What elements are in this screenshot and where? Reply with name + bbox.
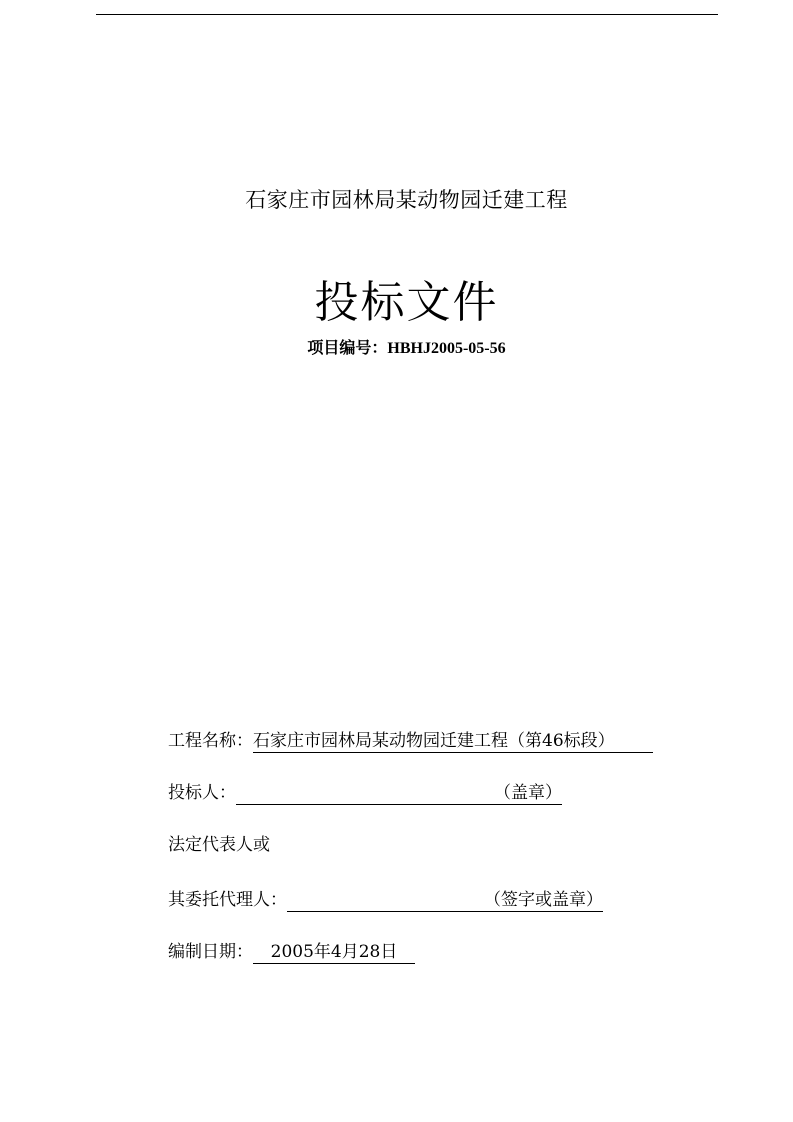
agent-field [168, 888, 603, 912]
legal-rep-field [168, 833, 270, 857]
date-label: 编制日期： [168, 942, 253, 962]
date-field [168, 940, 415, 964]
bidder-field [168, 781, 562, 805]
agent-label: 其委托代理人： [168, 890, 287, 910]
project-number-label: 项目编号： [307, 338, 388, 357]
date-value: 2005年4月28日 [253, 941, 415, 964]
project-number-value: HBHJ2005-05-56 [387, 340, 506, 357]
bidder-seal-line: （盖章） [236, 782, 562, 805]
project-number [0, 335, 793, 358]
header-rule [96, 14, 718, 15]
project-name-field [168, 729, 653, 753]
legal-rep-label: 法定代表人或 [168, 835, 270, 855]
project-name-value: 石家庄市园林局某动物园迁建工程（第46标段） [253, 730, 653, 753]
document-title: 投标文件 [314, 277, 499, 328]
bidder-label: 投标人： [168, 783, 236, 803]
project-subtitle: 石家庄市园林局某动物园迁建工程 [245, 188, 568, 212]
project-name-label: 工程名称： [168, 731, 253, 751]
agent-signature-line: （签字或盖章） [287, 889, 603, 912]
